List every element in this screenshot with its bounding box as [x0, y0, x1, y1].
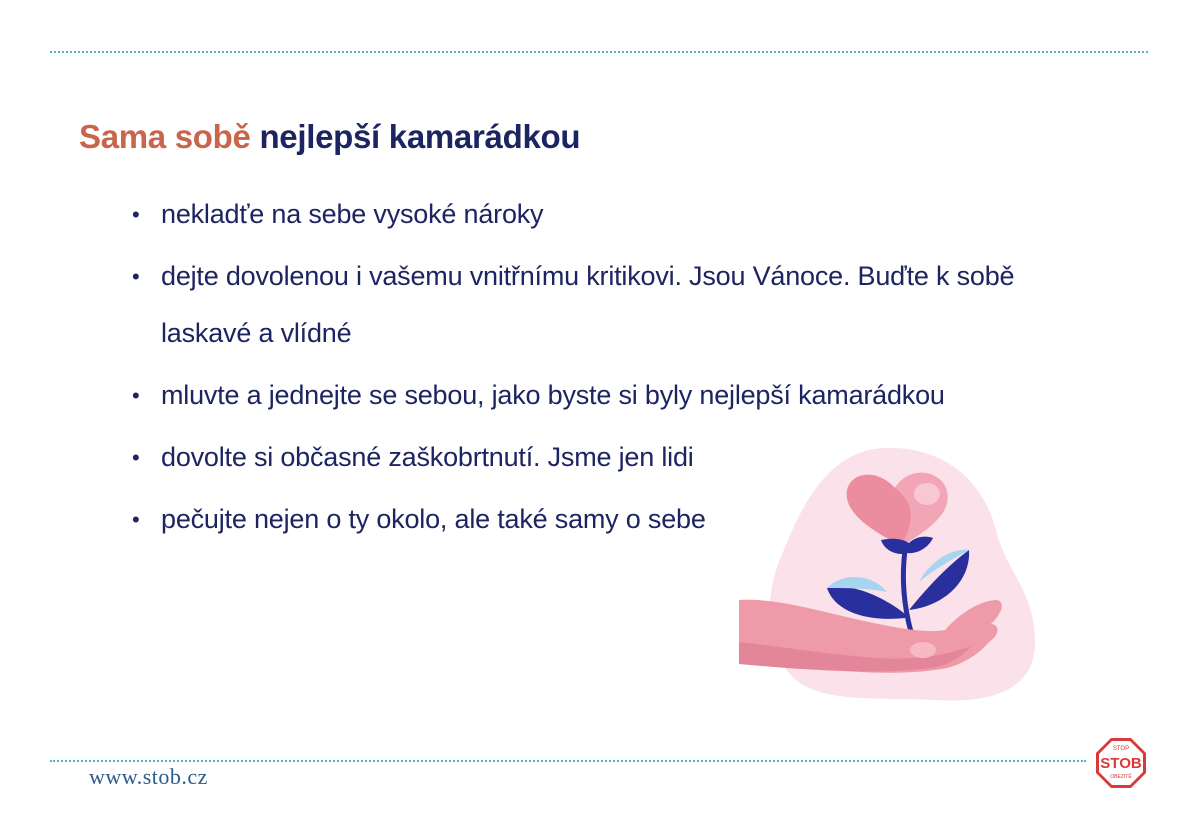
- logo-main-text: STOB: [1100, 755, 1142, 772]
- bullet-dot: •: [132, 264, 140, 289]
- stob-logo: [1095, 737, 1147, 789]
- list-item: [132, 248, 1032, 362]
- bullet-dot: •: [132, 507, 140, 532]
- list-item-text: nekladťe na sebe vysoké nároky: [161, 199, 544, 229]
- bullet-dot: •: [132, 383, 140, 408]
- bullet-dot: •: [132, 445, 140, 470]
- title-main: nejlepší kamarádkou: [259, 118, 581, 155]
- footer-url-link[interactable]: www.stob.cz: [89, 764, 208, 789]
- list-item-text: dovolte si občasné zaškobrtnutí. Jsme jen lidi: [161, 442, 694, 472]
- logo-top-text: STOP: [1112, 746, 1130, 752]
- logo-bottom-text: OBEZITĚ: [1110, 774, 1132, 780]
- list-item-text: mluvte a jednejte se sebou, jako byste si byly nejlepší kamarádkou: [161, 380, 945, 410]
- list-item: [132, 186, 1032, 243]
- bottom-divider: [50, 760, 1086, 762]
- bullet-dot: •: [132, 202, 140, 227]
- list-item-text: pečujte nejen o ty okolo, ale také samy o sebe: [161, 504, 706, 534]
- hand-holding-heart-flower-icon: [735, 442, 1040, 710]
- list-item: [132, 367, 1032, 424]
- page-title: [79, 118, 580, 156]
- title-accent: Sama sobě: [79, 118, 251, 155]
- list-item-text: dejte dovolenou i vašemu vnitřnímu kritikovi. Jsou Vánoce. Buďte k sobě laskavé a vlídné: [161, 261, 1015, 348]
- top-divider: [50, 51, 1148, 53]
